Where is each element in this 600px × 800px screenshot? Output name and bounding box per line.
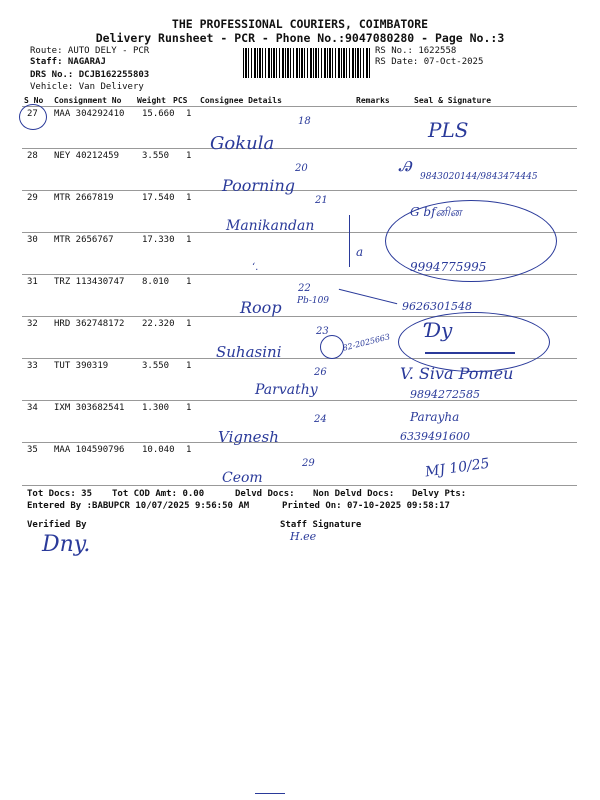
total-docs: Tot Docs: 35 [27,489,93,499]
printed-on: Printed On: 07-10-2025 09:58:17 [282,501,450,511]
row-divider [22,400,577,401]
row-weight: 10.040 [142,445,175,455]
row-weight: 1.300 [142,403,170,413]
hand-consignee-name: Parvathy [255,382,318,398]
row-sno: 33 [27,361,38,371]
row-pcs: 1 [186,403,192,413]
col-consignment: Consignment No [54,96,122,105]
hand-phone: 6339491600 [400,430,470,443]
row-consignment: NEY 40212459 [54,151,120,161]
hand-circle-sign [320,335,344,359]
hand-extension: Pb-109 [297,296,330,306]
hand-signature: ꭿ [398,152,412,177]
hand-number: 18 [298,116,311,127]
row-sno: 28 [27,151,38,161]
col-sno: S No [24,96,44,105]
hand-number: 26 [314,367,327,378]
row-pcs: 1 [186,361,192,371]
barcode-image [243,48,371,78]
hand-consignee-name: Manikandan [226,218,315,234]
row-weight: 3.550 [142,151,170,161]
col-remarks: Remarks [356,96,390,105]
row-weight: 8.010 [142,277,170,287]
hand-number: 29 [302,458,315,469]
hand-consignee-name: Ceom [222,470,263,486]
hand-consignee-name: Suhasini [216,343,282,361]
hand-mark: ‘. [252,262,259,273]
rs-date: RS Date: 07-Oct-2025 [375,57,484,67]
row-pcs: 1 [186,319,192,329]
total-cod: Tot COD Amt: 0.00 [112,489,205,499]
row-consignment: MTR 2667819 [54,193,114,203]
hand-number: 21 [315,195,328,206]
staff-signature-label: Staff Signature [280,520,362,530]
row-weight: 17.540 [142,193,175,203]
col-pcs: PCS [173,96,188,105]
staff-signature: H.ee [290,530,317,543]
row-weight: 17.330 [142,235,175,245]
row-weight: 15.660 [142,109,175,119]
row-divider [22,148,577,149]
hand-consignee-name: Vignesh [218,428,279,446]
row-consignment: MTR 2656767 [54,235,114,245]
hand-consignee-name: Roop [240,298,282,317]
hand-phone: 82-2025663 [341,332,391,353]
stray-mark [255,793,285,794]
row-weight: 3.550 [142,361,170,371]
vehicle-label: Vehicle: Van Delivery [30,82,144,92]
staff-label: Staff: NAGARAJ [30,57,106,67]
hand-signature: Ɗy [425,318,453,342]
hand-signature: MJ 10/25 [424,455,491,481]
hand-number: 20 [295,163,308,174]
hand-strike-line [425,352,515,354]
row-consignment: IXM 303682541 [54,403,125,413]
hand-phone: 9994775995 [410,260,487,274]
hand-number: 23 [316,326,329,337]
hand-signature: V. Siva Pomeu [400,364,514,383]
hand-phone: 9626301548 [402,300,472,313]
col-consignee: Consignee Details [200,96,282,105]
row-consignment: MAA 104590796 [54,445,125,455]
route-label: Route: AUTO DELY - PCR [30,46,150,56]
hand-phone: 9894272585 [410,388,480,401]
row-weight: 22.320 [142,319,175,329]
footer-divider [22,485,577,486]
row-sno: 32 [27,319,38,329]
row-divider [22,190,577,191]
hand-signature: Parayha [410,410,460,424]
hand-signature: G bfனின [410,205,462,219]
row-sno: 27 [27,109,38,119]
hand-number: 24 [314,414,327,425]
drs-label: DRS No.: DCJB162255803 [30,70,150,80]
entered-by: Entered By :BABUPCR 10/07/2025 9:56:50 AM [27,501,250,511]
verified-by-label: Verified By [27,520,87,530]
row-pcs: 1 [186,277,192,287]
row-pcs: 1 [186,235,192,245]
row-pcs: 1 [186,193,192,203]
col-weight: Weight [137,96,166,105]
hand-phone: 9843020144/9843474445 [420,172,538,182]
hand-consignee-name: Poorning [222,176,295,195]
hand-bracket [343,215,350,267]
row-consignment: HRD 362748172 [54,319,125,329]
row-sno: 30 [27,235,38,245]
row-sno: 29 [27,193,38,203]
row-consignment: TUT 390319 [54,361,109,371]
hand-scribble-loop [398,312,550,372]
row-consignment: MAA 304292410 [54,109,125,119]
hand-number: 22 [298,283,311,294]
circle-mark [19,104,47,130]
row-pcs: 1 [186,151,192,161]
delivered-docs: Delvd Docs: [235,489,295,499]
row-sno: 34 [27,403,38,413]
company-title: THE PROFESSIONAL COURIERS, COIMBATORE [171,17,429,31]
row-pcs: 1 [186,445,192,455]
header-divider [22,106,577,107]
hand-signature: PLS [428,118,469,142]
row-consignment: TRZ 113430747 [54,277,125,287]
delivery-points: Delvy Pts: [412,489,467,499]
row-sno: 31 [27,277,38,287]
verified-signature: Dny. [42,532,91,557]
hand-consignee-name: Gokula [210,133,275,154]
runsheet-title: Delivery Runsheet - PCR - Phone No.:9047080280 - Page No.:3 [95,31,505,45]
row-pcs: 1 [186,109,192,119]
hand-arrow-line [339,289,397,304]
rs-number: RS No.: 1622558 [375,46,457,56]
col-seal: Seal & Signature [414,96,492,105]
non-delivered-docs: Non Delvd Docs: [313,489,395,499]
hand-mark: a [356,245,364,259]
row-divider [22,442,577,443]
row-sno: 35 [27,445,38,455]
